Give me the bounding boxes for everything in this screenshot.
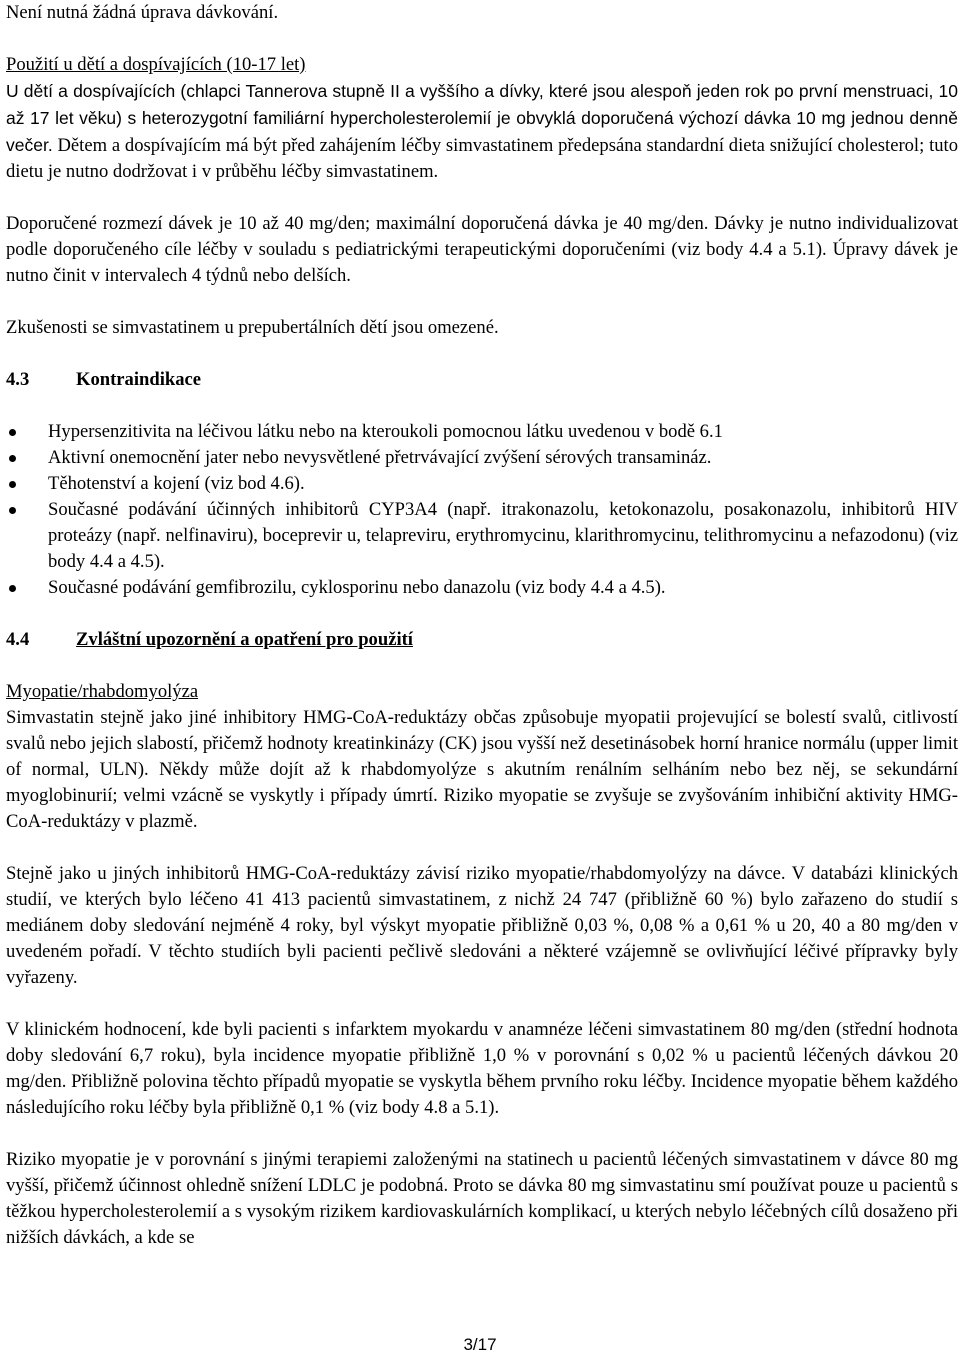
risk-comparison-paragraph: Riziko myopatie je v porovnání s jinými terapiemi založenými na statinech u pacientů léčených simvastatinem v dávce 80 mg vyšší, přičemž účinnost ohledně snížení LDLC je podobná. Proto se dávka 80 mg simvastatinu smí používat pouze u pacientů s těžkou hypercholesterolemií a s vysokým rizikem kardiovaskulárních komplikací, u kterých nebylo léčebných cílů dosaženo při nižších dávkách, a kde se [6,1149,958,1248]
section-number: 4.3 [6,369,30,390]
clinical-trial-paragraph: V klinickém hodnocení, kde byli pacienti s infarktem myokardu v anamnéze léčeni simvastatinem 80 mg/den (střední hodnota doby sledování 6,7 roku), byla incidence myopatie přibližně 1,0 % v porovnání s 0,02 % u pacientů léčených dávkou 20 mg/den. Přibližně polovina těchto případů myopatie se vyskytla během prvního roku léčby. Incidence myopatie během každého následujícího roku léčby byla přibližně 0,1 % (viz body 4.8 a 5.1). [6,1019,958,1118]
list-item: Hypersenzitivita na léčivou látku nebo na kteroukoli pomocnou látku uvedenou v bodě 6.1 [6,419,958,445]
section-title: Kontraindikace [76,369,201,390]
page-number: 3/17 [463,1335,497,1354]
experience-paragraph: Zkušenosti se simvastatinem u prepubertálních dětí jsou omezené. [6,317,499,338]
list-item: Současné podávání účinných inhibitorů CYP3A4 (např. itrakonazolu, ketokonazolu, posakonazolu, inhibitorů HIV proteázy (např. nelfinaviru), boceprevir u, telapreviru, erythromycinu, klarithromycinu, telithromycinu a nefazodonu) (viz body 4.4 a 4.5). [6,497,958,575]
children-paragraph [6,78,958,185]
myopathy-subheading: Myopatie/rhabdomyolýza [6,681,199,702]
bullet-icon [9,455,16,462]
dose-risk-paragraph: Stejně jako u jiných inhibitorů HMG-CoA-reduktázy závisí riziko myopatie/rhabdomyolýzy na dávce. V databázi klinických studií, ve kterých bylo léčeno 41 413 pacientů simvastatinem, z nichž 24 747 (přibližně 60 %) bylo zařazeno do studií s mediánem doby sledování nejméně 4 roky, byl výskyt myopatie přibližně 0,03 %, 0,08 % a 0,61 % u 20, 40 a 80 mg/den v uvedeném pořadí. V těchto studiích byli pacienti pečlivě sledováni a některé vzájemně se ovlivňující léčivé přípravky byly vyřazeny. [6,863,958,988]
section-title: Zvláštní upozornění a opatření pro použití [76,629,413,650]
list-item: Aktivní onemocnění jater nebo nevysvětlené přetrvávající zvýšení sérových transamináz. [6,445,958,471]
bullet-icon [9,429,16,436]
children-paragraph-sans: U dětí a dospívajících (chlapci Tannerova stupně II a vyššího a dívky, které jsou alespoň jeden rok po první menstruaci, 10 až 17 let věku) s heterozygotní familiární hypercholesterolemií je obvyklá doporučená výchozí dávka 10 mg jednou denně večer. [6,81,958,155]
bullet-icon [9,481,16,488]
bullet-icon [9,507,16,514]
document-page [6,0,958,1251]
children-paragraph-rest: Dětem a dospívajícím má být před zahájením léčby simvastatinem předepsána standardní dieta snižující cholesterol; tuto dietu je nutno dodržovat i v průběhu léčby simvastatinem. [6,135,958,182]
section-number: 4.4 [6,629,30,650]
children-heading: Použití u dětí a dospívajících (10-17 let) [6,54,306,75]
bullet-icon [9,585,16,592]
section-4-3-heading [6,367,958,393]
contraindications-list [6,419,958,601]
dose-range-paragraph: Doporučené rozmezí dávek je 10 až 40 mg/den; maximální doporučená dávka je 40 mg/den. Dávky je nutno individualizovat podle doporučeného cíle léčby v souladu s pediatrickými terapeutickými doporučeními (viz body 4.4 a 5.1). Úpravy dávek je nutno činit v intervalech 4 týdnů nebo delších. [6,213,958,286]
section-4-4-heading [6,627,958,653]
myopathy-paragraph: Simvastatin stejně jako jiné inhibitory HMG-CoA-reduktázy občas způsobuje myopatii projevující se bolestí svalů, citlivostí svalů nebo jejich slabostí, přičemž hodnoty kreatinkinázy (CK) jsou vyšší než desetinásobek horní hranice normálu (upper limit of normal, ULN). Někdy může dojít až k rhabdomyolýze s akutním renálním selháním nebo bez něj, se sekundární myoglobinurií; velmi vzácně se vyskytly i případy úmrtí. Riziko myopatie se zvyšuje se zvyšováním inhibiční aktivity HMG-CoA-reduktázy v plazmě. [6,707,958,832]
intro-sentence: Není nutná žádná úprava dávkování. [6,2,279,23]
list-item: Těhotenství a kojení (viz bod 4.6). [6,471,958,497]
list-item: Současné podávání gemfibrozilu, cyklosporinu nebo danazolu (viz body 4.4 a 4.5). [6,575,958,601]
